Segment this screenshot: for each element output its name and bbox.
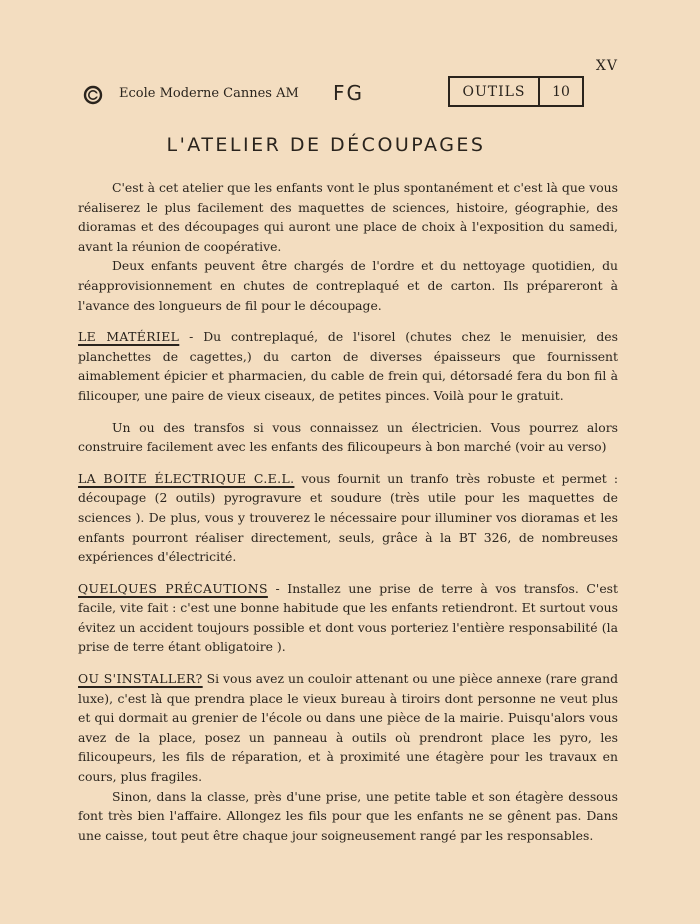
precautions-heading: QUELQUES PRÉCAUTIONS — [78, 580, 268, 596]
intro-paragraph: C'est à cet atelier que les enfants vont le plus spontanément et c'est là que vous réaliserez le plus facilement des maquettes de sciences, histoire, géographie, des dioramas et des découpages qui auront une place de choix à l'exposition du samedi, avant la réunion de coopérative. — [78, 180, 618, 254]
category-box — [448, 76, 584, 107]
document-header — [80, 76, 610, 110]
materiel-text: - Du contreplaqué, de l'isorel (chutes chez le menuisier, des planchettes de cagettes,) du carton de diverses épaisseurs que fournissent aimablement épicier et pharmacien, du cable de frein qui, détorsadé fera du bon fil à filicouper, une paire de vieux ciseaux, de petites pinces. Voilà pour le gratuit. — [78, 329, 618, 403]
precautions-section — [78, 579, 618, 657]
transfos-paragraph: Un ou des transfos si vous connaissez un électricien. Vous pourrez alors construire facilement avec les enfants des filicoupeurs à bon marché (voir au verso) — [78, 419, 618, 455]
cel-logo-icon — [83, 85, 103, 105]
sinon-paragraph: Sinon, dans la classe, près d'une prise, une petite table et son étagère dessous font très bien l'affaire. Allongez les fils pour que les enfants ne se gênent pas. Dans une caisse, tout peut être chaque jour soigneusement rangé par les responsables. — [78, 788, 618, 843]
category-number: 10 — [552, 83, 570, 100]
category-label: OUTILS — [450, 78, 540, 105]
page-title: L'ATELIER DE DÉCOUPAGES — [166, 134, 486, 156]
boite-heading: LA BOITE ÉLECTRIQUE C.E.L. — [78, 470, 295, 486]
school-name: Ecole Moderne Cannes AM — [119, 86, 299, 101]
page-number: XV — [595, 58, 618, 74]
precautions-text: - Installez une prise de terre à vos transfos. C'est facile, vite fait : c'est une bonne habitude que les enfants retiendront. Et surtout vous évitez un accident toujours possible et dont vous porteriez l'entière responsabilité (la prise de terre étant obligatoire ). — [78, 580, 618, 655]
boite-text: vous fournit un tranfo très robuste et permet : découpage (2 outils) pyrogravure et soudure (très utile pour les maquettes de sciences ). De plus, vous y trouverez le nécessaire pour illuminer vos dioramas et les enfants pourront réaliser directement, seuls, grâce à la BT 326, de nombreuses expériences d'électricité. — [78, 470, 618, 565]
materiel-section — [78, 327, 618, 405]
installer-heading: OU S'INSTALLER? — [78, 671, 203, 687]
boite-section — [78, 469, 618, 567]
installer-text: Si vous avez un couloir attenant ou une pièce annexe (rare grand luxe), c'est là que prendra place le vieux bureau à tiroirs dont personne ne veut plus et qui dormait au grenier de l'école ou dans une pièce de la mairie. Puisqu'alors vous avez de la place, posez un panneau à outils où prendront place les pyro, les filicoupeurs, les fils de réparation, et à proximité une étagère pour les travaux en cours, plus fragiles. — [78, 671, 618, 785]
intro-paragraph-2: Deux enfants peuvent être chargés de l'ordre et du nettoyage quotidien, du réapprovisionnement en chutes de contreplaqué et de carton. Ils prépareront à l'avance des longueurs de fil pour le découpage. — [78, 258, 618, 313]
document-body — [78, 178, 618, 845]
materiel-heading: LE MATÉRIEL — [78, 329, 180, 345]
document-code: FG — [333, 81, 365, 105]
installer-section — [78, 669, 618, 787]
